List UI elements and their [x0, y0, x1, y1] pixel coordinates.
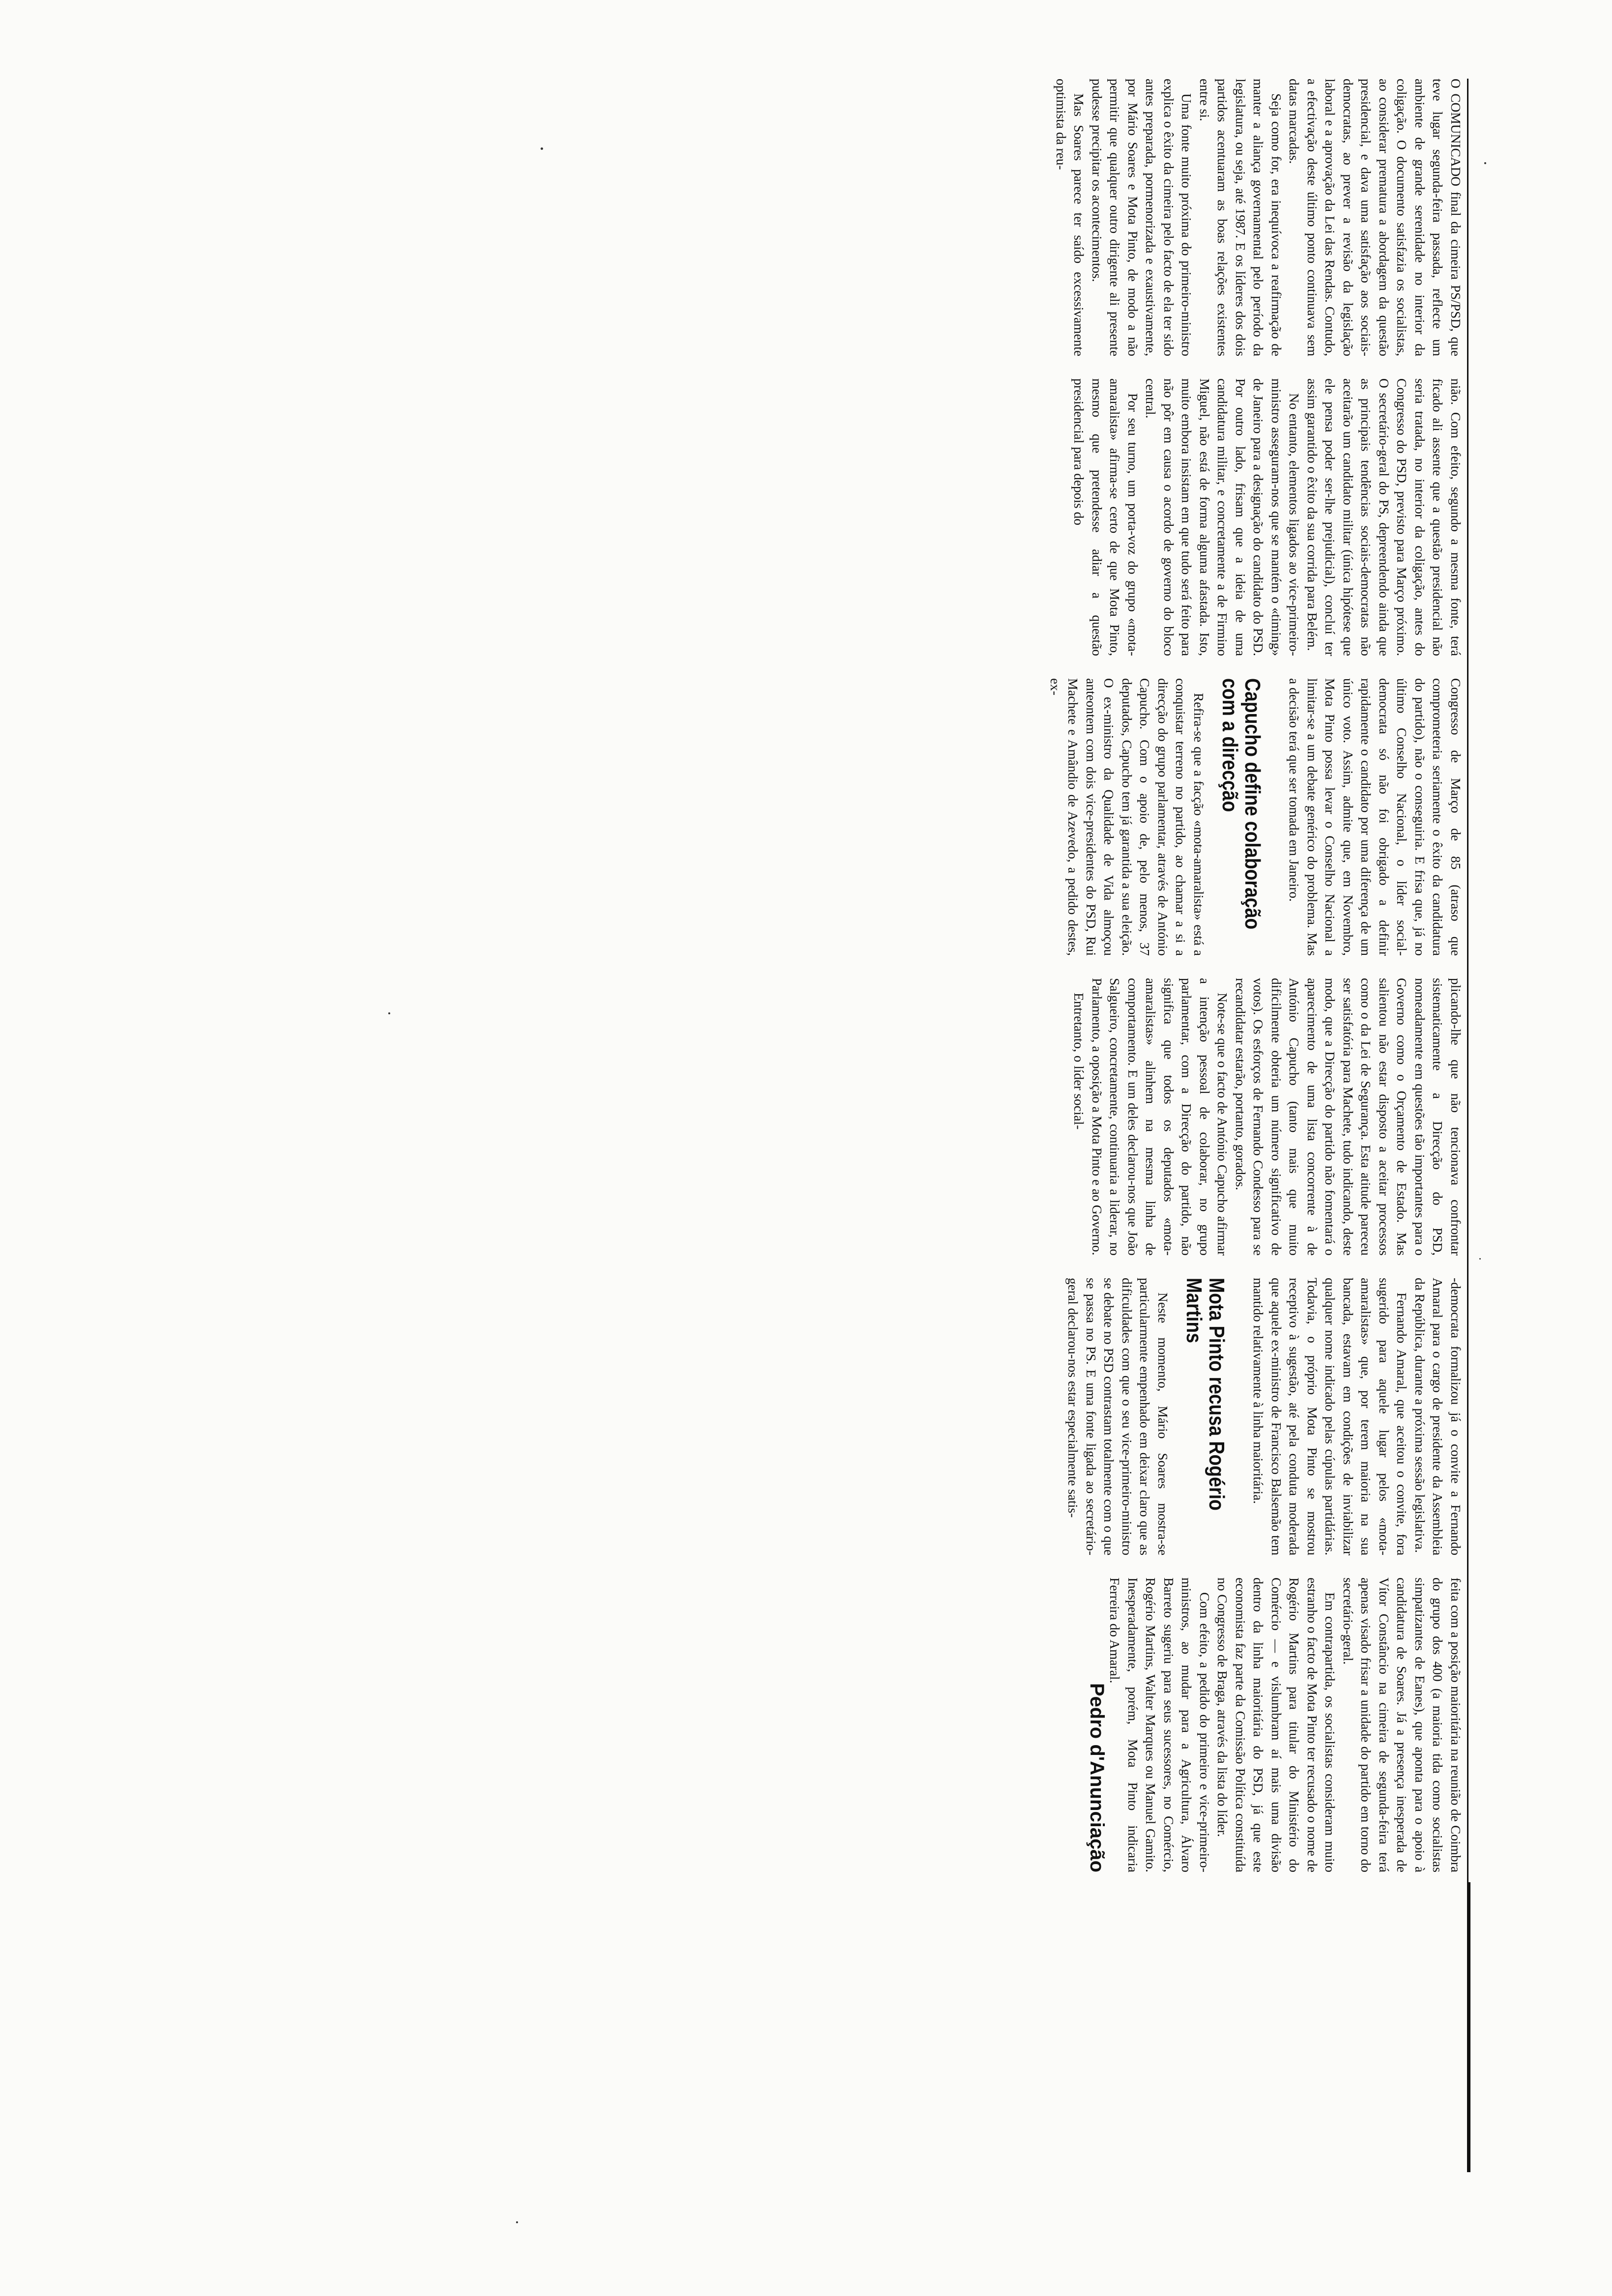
paragraph: Fernando Amaral, que aceitou o convite, fora sugerido para aquele lugar pelos «mota-amaralistas» que, por terem maioria na sua bancada, estavam em condições de inviabilizar qualquer nome indicado pelas cúpulas partidárias. Todavia, o próprio Mota Pinto se mostrou receptivo à sugestão, até pela conduta moderada que aquele ex-ministro de Francisco Balsemão tem mantido relativamente à linha maioritária. — [1251, 1278, 1410, 1555]
paragraph: Uma fonte muito próxima do primeiro-ministro explica o êxito da cimeira pelo facto de ela ter sido antes preparada, pormenorizada e exaustivamente, por Mário Soares e Mota Pinto, de modo a não permitir que qualquer outro dirigente ali presente pudesse precipitar os acontecimentos. — [1090, 79, 1194, 356]
author-byline: Pedro d'Anunciação — [1086, 1683, 1108, 1872]
paragraph: Note-se que o facto de António Capucho afirmar a intenção pessoal de colaborar, no grupo parlamentar, com a Direcção do partido, não significa que todos os deputados «mota-amaralistas» alinhem na mesma linha de comportamento. E um deles declarou-nos que João Salgueiro, concretamente, continuaria a liderar, no Parlamento, a oposição a Mota Pinto e ao Governo. — [1090, 978, 1230, 1256]
paragraph: Entretanto, o líder social- — [1071, 993, 1087, 1130]
header-rule — [1468, 1882, 1470, 2172]
paragraph: plicando-lhe que não tencionava confrontar sistematicamente a Direcção do PSD, nomeadamente em questões tão importantes para o Governo como o Orçamento de Estado. Mas salientou não estar disposto a aceitar processos como o da Lei de Segurança. Esta atitude pareceu ser satisfatória para Machete, tudo indicando, deste modo, que a Direcção do partido não fomentará o aparecimento de uma lista concorrente à de António Capucho (tanto mais que muito dificilmente obteria um número significativo de votos). Os esforços de Fernando Condesso para se recandidatar estarão, portanto, gorados. — [1233, 978, 1463, 1256]
paragraph: Neste momento, Mário Soares mostra-se particularmente empenhado em deixar claro que as dificuldades com que o seu vice-primeiro-ministro se debate no PSD contrastam totalmente com o que se passa no PS. E uma fonte ligada ao secretário-geral declarou-nos estar especialmente satis- — [1065, 1278, 1170, 1555]
paragraph: -democrata formalizou já o convite a Fernando Amaral para o cargo de presidente da Assembleia da República, durante a próxima sessão legislativa. — [1412, 1278, 1463, 1555]
column-rule — [1467, 79, 1468, 2172]
paragraph: Mas Soares parece ter saído excessivamente optimista da reu- — [1054, 79, 1087, 356]
paragraph: Seja como for, era inequívoca a reafirmação de manter a aliança governamental pelo período da legislatura, ou seja, até 1987. E os líderes dos dois partidos acentuaram as boas relações existentes entre si. — [1197, 79, 1284, 356]
subheading: Mota Pinto recusa Rogério Martins — [1182, 1278, 1229, 1511]
paragraph: Refira-se que a facção «mota-amaralista» está a conquistar terreno no partido, ao chamar a si a direcção do grupo parlamentar, através de António Capucho. Com o apoio de, pelo menos, 37 deputados, Capucho tem já garantida a sua eleição. O ex-ministro da Qualidade de Vida almoçou anteontem com dois vice-presidentes do PSD, Rui Machete e Amândio de Azevedo, a pedido destes, ex- — [1048, 678, 1206, 956]
paragraph: nião. Com efeito, segundo a mesma fonte, terá ficado ali assente que a questão presidencial não seria tratada, no interior da coligação, antes do Congresso do PSD, previsto para Março próximo. O secretário-geral do PS, depreendendo ainda que as principais tendências sociais-democratas não aceitarão um candidato militar (única hipótese que ele pensa poder ser-lhe prejudicial), concluí ter assim garantido o êxito da sua corrida para Belém. — [1305, 378, 1463, 656]
paragraph: Em contrapartida, os socialistas consideram muito estranho o facto de Mota Pinto ter recusado o nome de Rogério Martins para titular do Ministério do Comércio — e vislumbram aí mais uma divisão dentro da linha maioritária do PSD, já que este economista faz parte da Comissão Política constituída no Congresso de Braga, através da lista do líder. — [1215, 1578, 1338, 1872]
paragraph: No entanto, elementos ligados ao vice-primeiro-ministro asseguram-nos que se mantém o «timing» de Janeiro para a designação do candidato do PSD. Por outro lado, frisam que a ideia de uma candidatura militar, e concretamente a de Firmino Miguel, não está de forma alguma afastada. Isto, muito embora insistam em que tudo será feito para não pôr em causa o acordo de governo do bloco central. — [1143, 378, 1302, 656]
paragraph: Com efeito, a pedido do primeiro e vice-primeiro-ministros, ao mudar para a Agricultura, Álvaro Barreto sugeriu para seus sucessores, no Comércio, Rogério Martins, Walter Marques ou Manuel Gamito. Inesperadamente, porém, Mota Pinto indicaria Ferreira do Amaral. — [1107, 1578, 1212, 1872]
paragraph: O COMUNICADO final da cimeira PS/PSD, que teve lugar segunda-feira passada, reflecte um ambiente de grande serenidade no interior da coligação. O documento satisfazia os socialistas, ao considerar prematura a abordagem da questão presidencial, e dava uma satisfação aos sociais-democratas, ao prever a revisão da legislação laboral e a aprovação da Lei das Rendas. Contudo, a efectivação deste último ponto continuava sem datas marcadas. — [1287, 79, 1463, 356]
article-column-4 — [595, 978, 1465, 1256]
paragraph: Por seu turno, um porta-voz do grupo «mota-amaralista» afirma-se certo de que Mota Pinto, mesmo que pretendesse adiar a questão presidencial para depois do — [1071, 378, 1140, 656]
paragraph: feita com a posição maioritária na reunião de Coimbra do grupo dos 400 (a maioria tida como socialistas simpatizantes de Eanes), que aponta para o apoio à candidatura de Soares. Já a presença inesperada de Vítor Constâncio na cimeira de segunda-feira terá apenas visado frisar a unidade do partido em torno do secretário-geral. — [1341, 1578, 1463, 1872]
article-column-3 — [595, 678, 1465, 956]
subheading: Capucho define colaboração com a direcção — [1218, 678, 1265, 930]
article-column-6 — [595, 1578, 1465, 1872]
article-column-2 — [595, 378, 1465, 656]
paragraph: Congresso de Março de 85 (atraso que comprometeria seriamente o êxito da candidatura do partido), não o conseguiria. E frisa que, já no último Conselho Nacional, o líder social-democrata só não foi obrigado a definir rapidamente o candidato por uma diferença de um único voto. Assim, admite que, em Novembro, Mota Pinto possa levar o Conselho Nacional a limitar-se a um debate genérico do problema. Mas a decisão terá que ser tomada em Janeiro. — [1287, 678, 1463, 956]
article-column-5 — [595, 1278, 1465, 1555]
newspaper-clipping — [595, 79, 1465, 2172]
article-column-1 — [595, 79, 1465, 356]
